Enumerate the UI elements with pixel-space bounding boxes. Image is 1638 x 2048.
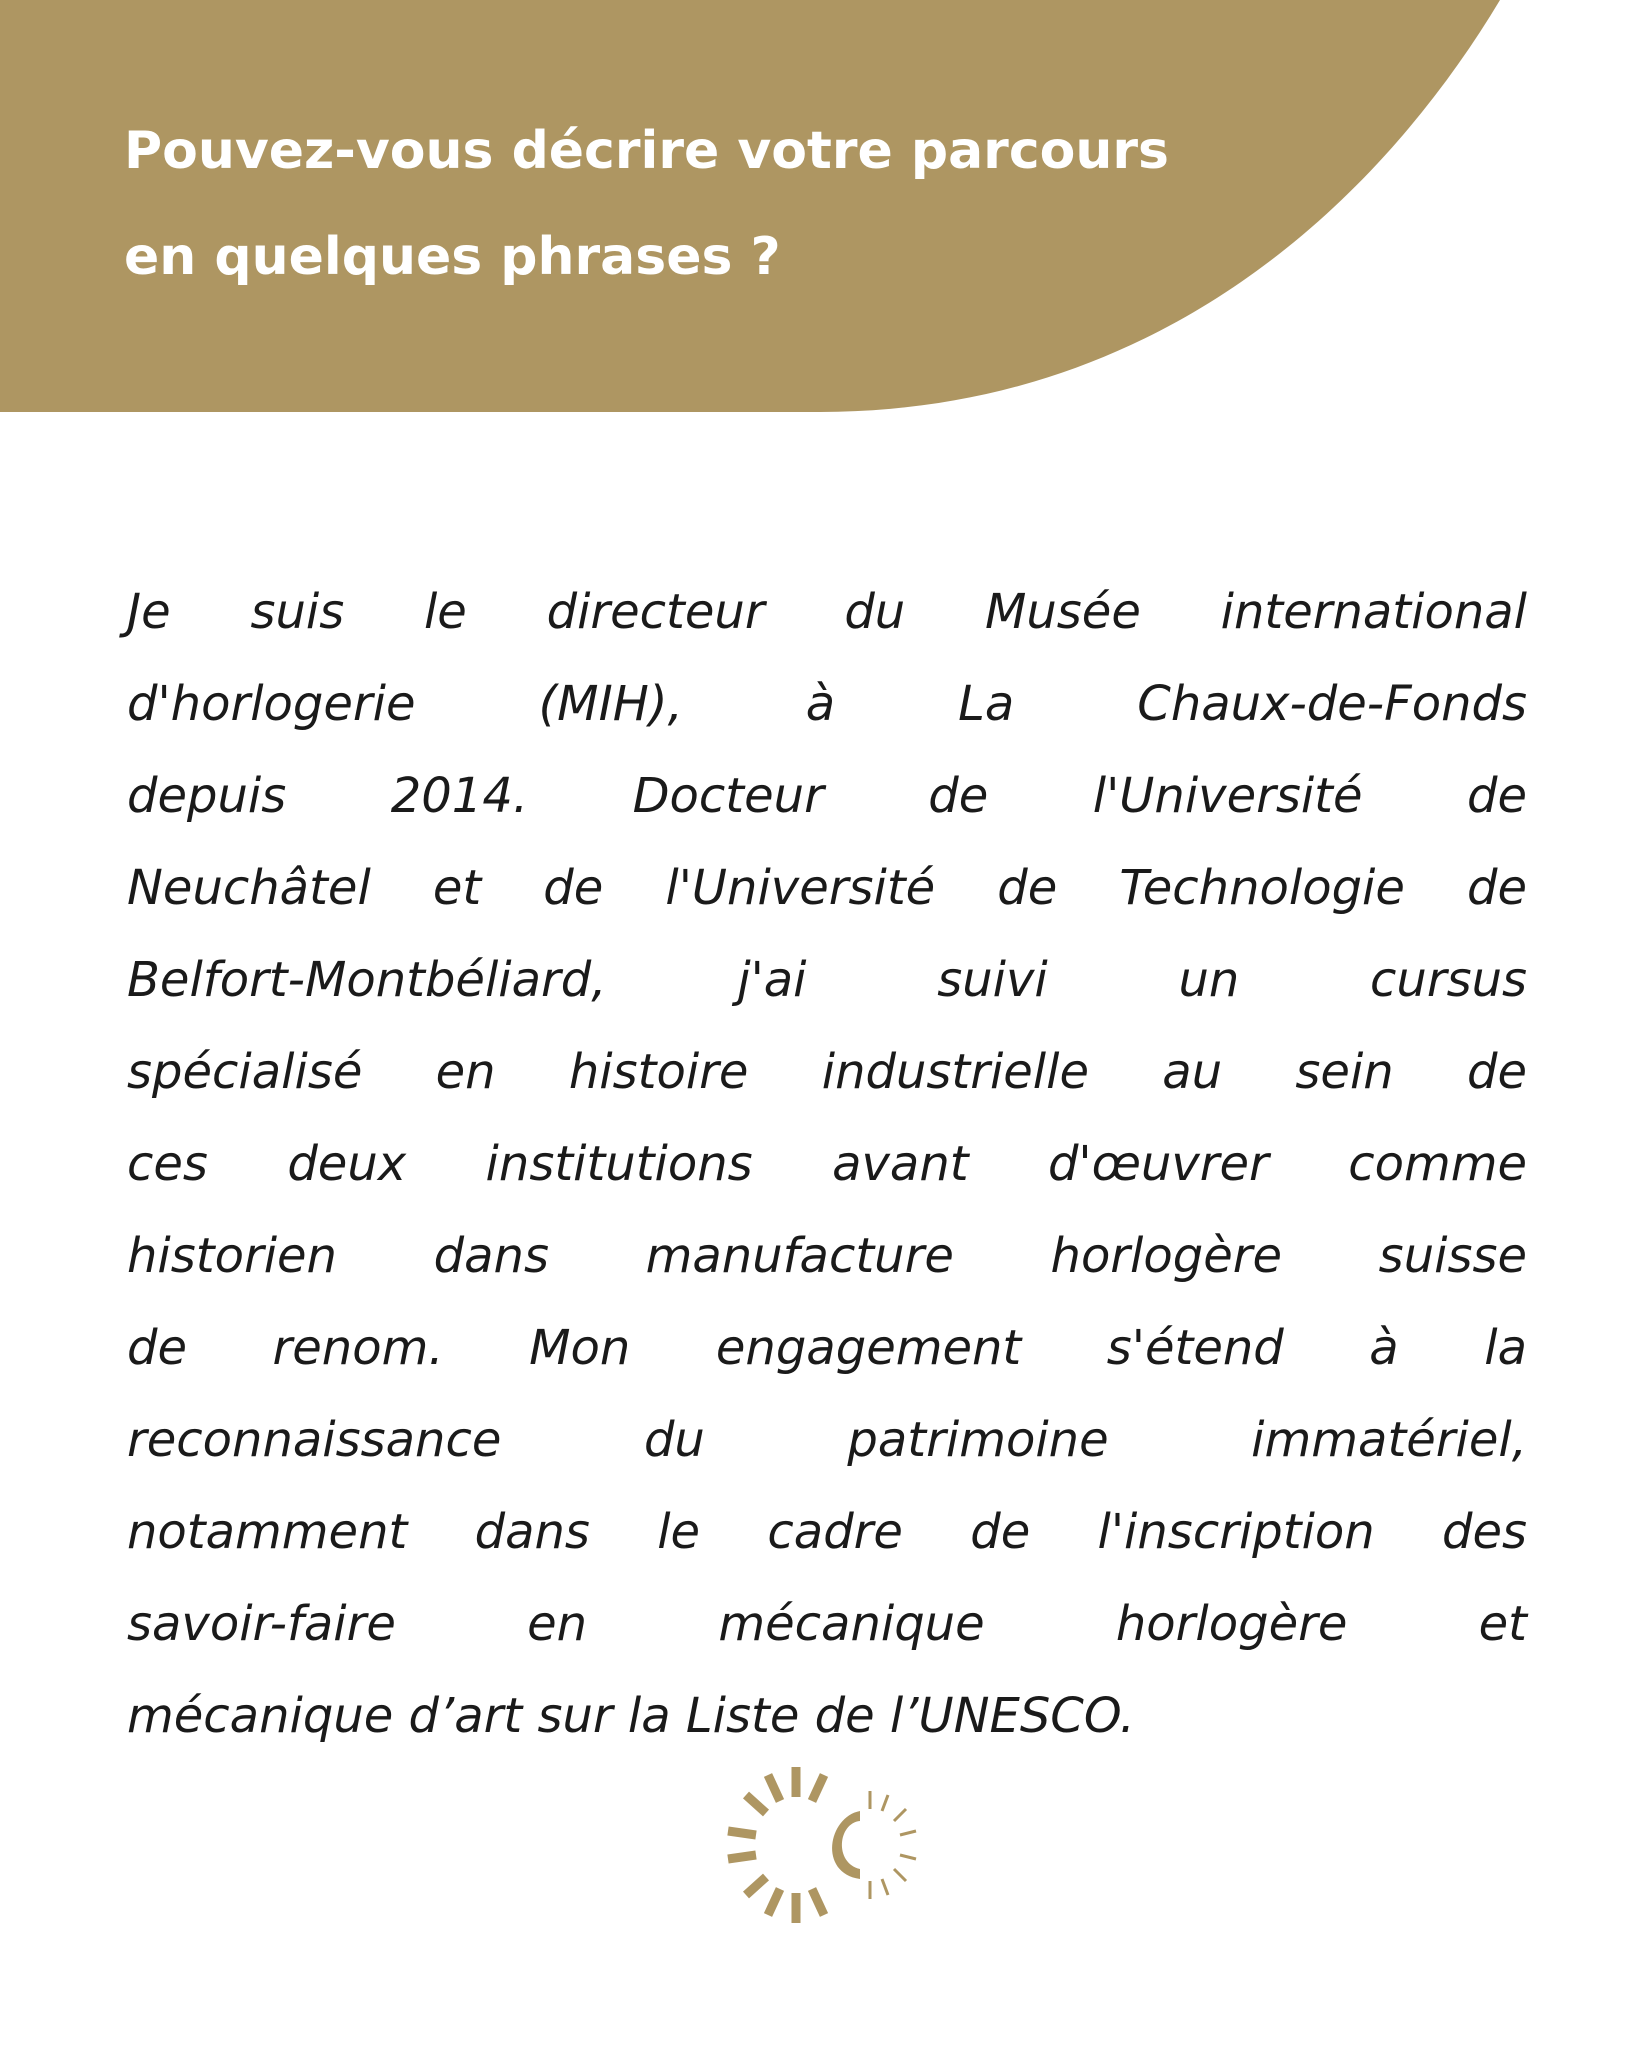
question-heading bbox=[124, 98, 1304, 310]
answer-line: depuis 2014. Docteur de l'Université de bbox=[127, 768, 1527, 824]
answer-line: savoir-faire en mécanique horlogère et bbox=[127, 1596, 1527, 1652]
question-line: Pouvez-vous décrire votre parcours bbox=[124, 121, 1169, 181]
answer-line: spécialisé en histoire industrielle au sein de bbox=[127, 1044, 1527, 1100]
answer-line: Neuchâtel et de l'Université de Technologie de bbox=[127, 860, 1527, 916]
answer-line: reconnaissance du patrimoine immatériel, bbox=[127, 1412, 1527, 1468]
answer-line: notamment dans le cadre de l'inscription des bbox=[127, 1504, 1527, 1560]
answer-line: Belfort-Montbéliard, j'ai suivi un cursus bbox=[127, 952, 1527, 1008]
answer-line: Je suis le directeur du Musée international bbox=[127, 584, 1527, 640]
sun-dial-logo-icon bbox=[710, 1755, 950, 1935]
answer-paragraph bbox=[127, 566, 1527, 1762]
answer-line: d'horlogerie (MIH), à La Chaux-de-Fonds bbox=[127, 676, 1527, 732]
answer-line: ces deux institutions avant d'œuvrer comme bbox=[127, 1136, 1527, 1192]
answer-line: de renom. Mon engagement s'étend à la bbox=[127, 1320, 1527, 1376]
answer-line: mécanique d’art sur la Liste de l’UNESCO. bbox=[127, 1688, 1135, 1744]
answer-line: historien dans manufacture horlogère suisse bbox=[127, 1228, 1527, 1284]
question-line: en quelques phrases ? bbox=[124, 227, 781, 287]
